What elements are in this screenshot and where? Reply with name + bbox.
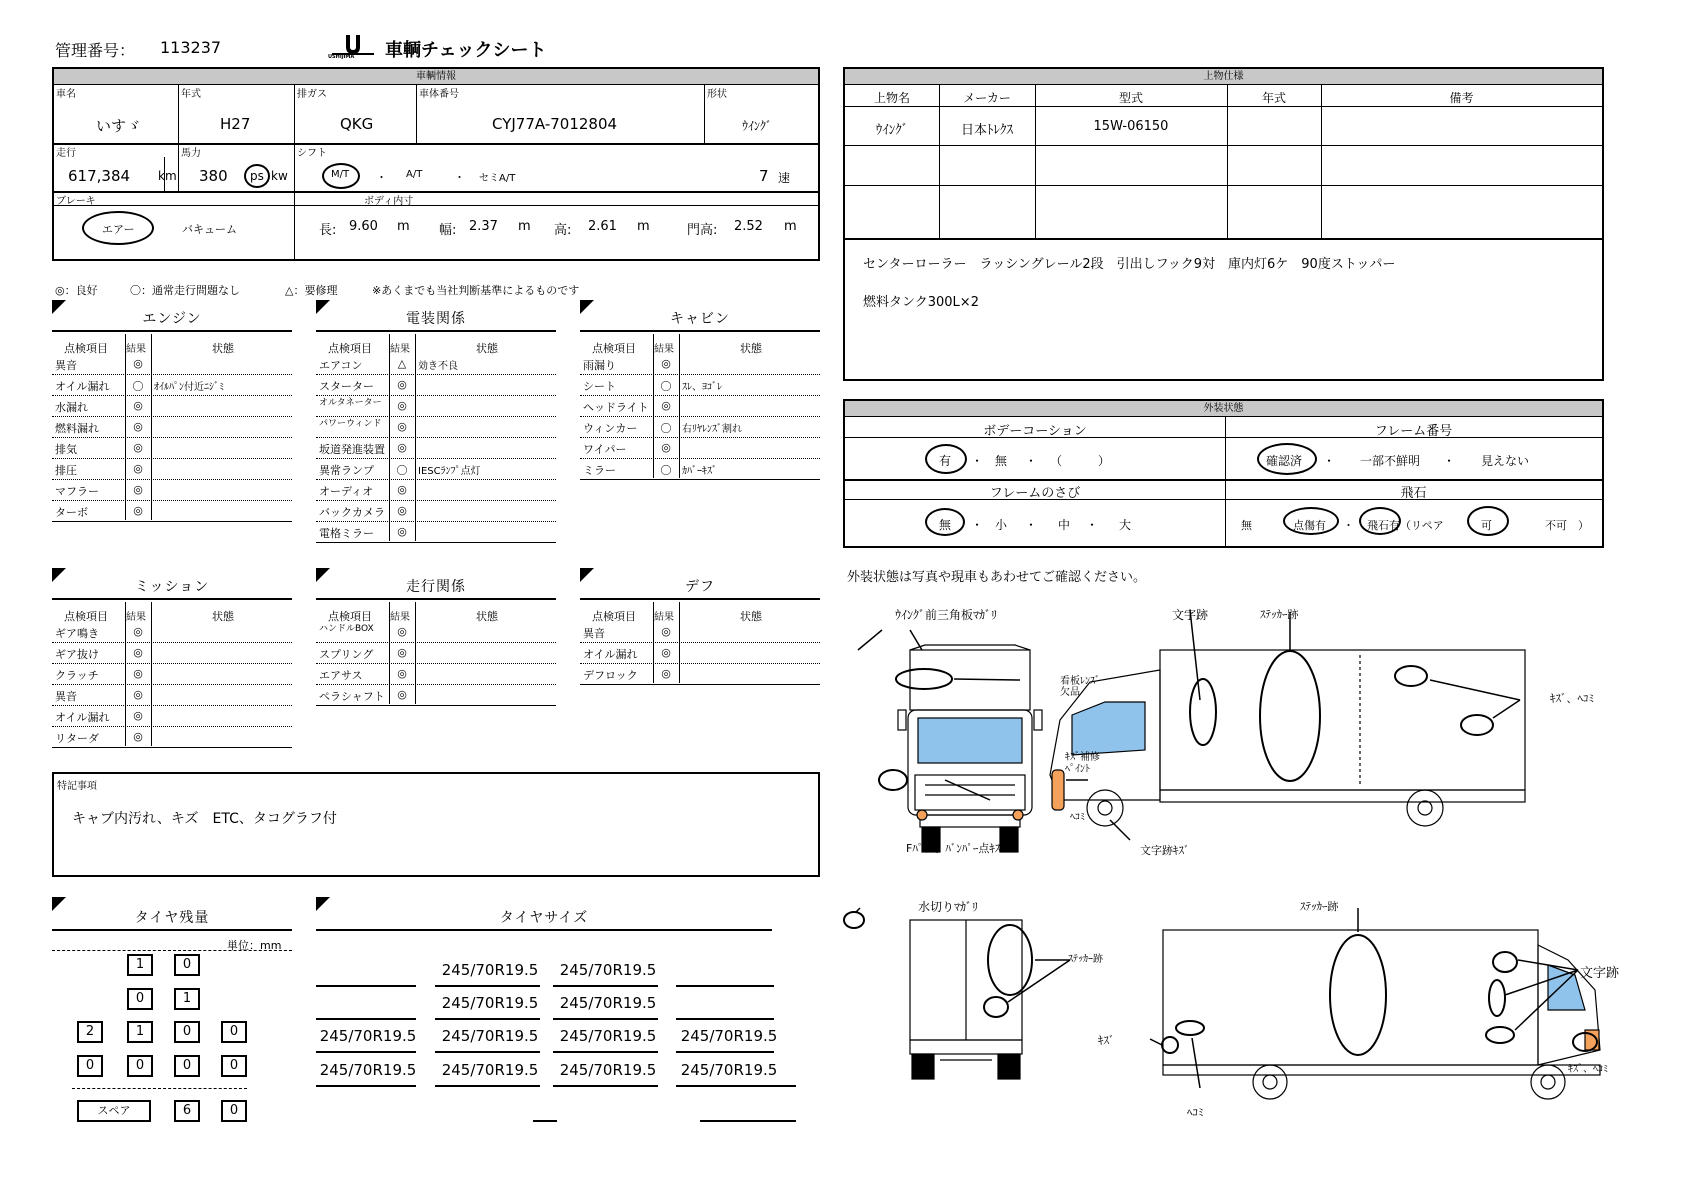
gear-unit: 速 (778, 171, 791, 185)
diagram-note: 外装状態は写真や現車もあわせてご確認ください。 (847, 570, 1147, 585)
spare-label: スペア (77, 1100, 151, 1122)
check-result: ◎ (133, 441, 143, 454)
check-section (316, 300, 556, 539)
truck-front-view (898, 645, 1042, 852)
sep-dot: ・ (1443, 454, 1456, 468)
brake-air: エアー (102, 223, 135, 236)
check-result: ◎ (133, 483, 143, 496)
frame-partial: 一部不鮮明 (1360, 454, 1421, 468)
check-section (316, 568, 556, 702)
col-state: 状態 (740, 610, 762, 623)
check-item-label: 坂道発進装置 (319, 443, 385, 456)
rust-label: フレームのさび (989, 486, 1081, 501)
sep-dot: ・ (1025, 518, 1038, 532)
unit-ps: ps (250, 169, 264, 183)
check-item-label: 排圧 (55, 464, 77, 477)
check-result: ◎ (133, 399, 143, 412)
check-result: ◎ (397, 667, 407, 680)
stone-repair-ok: 可 (1481, 519, 1492, 532)
vehicle-info-header: 車輌情報 (54, 69, 818, 85)
check-section (52, 568, 292, 744)
label-brake: ブレーキ (56, 196, 96, 207)
tire-box: 0 (221, 1055, 247, 1077)
exterior-header: 外装状態 (845, 401, 1602, 417)
length-label: 長: (319, 223, 337, 238)
note-dent-side: ﾍｺﾐ (1187, 1106, 1204, 1119)
col-result: 結果 (126, 612, 146, 623)
sep-dot: ・ (454, 171, 465, 184)
col-result: 結果 (654, 344, 674, 355)
check-result: ◎ (661, 646, 671, 659)
check-item-label: 異音 (583, 627, 605, 640)
note-drip-bent: 水切りﾏｶﾞﾘ (918, 900, 979, 914)
check-result: ◎ (397, 525, 407, 538)
upper-equipment-2: 燃料タンク300L×2 (863, 295, 979, 310)
tire-box: 0 (127, 1055, 153, 1077)
col-note: 備考 (1449, 91, 1474, 105)
col-result: 結果 (390, 612, 410, 623)
check-result: ◎ (661, 357, 671, 370)
label-gas: 排ガス (297, 89, 327, 100)
unit-m: m (784, 219, 797, 234)
check-item-label: ターボ (55, 506, 88, 519)
tire-size: 245/70R19.5 (319, 1061, 417, 1079)
check-item-label: ウィンカー (583, 422, 638, 435)
check-item-label: エアサス (319, 669, 363, 682)
truck-side-view-left (1163, 930, 1600, 1099)
remarks-box (52, 772, 820, 877)
check-section (580, 300, 820, 476)
note-sticker-trace-rear: ｽﾃｯｶｰ跡 (1068, 954, 1103, 965)
check-item-label: ギア抜け (55, 648, 99, 661)
check-result: △ (397, 357, 407, 370)
coat-no: 無 (995, 454, 1008, 468)
note-dent: ﾍｺﾐ (1070, 812, 1085, 823)
body-height: 2.61 (588, 219, 617, 234)
check-item-label: オルタネーター (319, 398, 382, 408)
tire-size: 245/70R19.5 (441, 1027, 539, 1045)
check-result: ◎ (397, 378, 407, 391)
label-shape: 形状 (707, 89, 727, 100)
check-item-label: ハンドルBOX (319, 624, 374, 634)
section-title: 電装関係 (406, 311, 466, 327)
note-sticker-trace: ｽﾃｯｶｰ跡 (1260, 608, 1299, 621)
check-state: ｶﾊﾞｰｷｽﾞ (682, 466, 717, 477)
legend-ok: 〇：通常走行問題なし (130, 284, 240, 297)
section-title: キャビン (670, 311, 730, 327)
check-item-label: ミラー (583, 464, 616, 477)
coat-detail: （ ） (1050, 454, 1111, 468)
legend-repair: △：要修理 (285, 284, 338, 297)
check-result: 〇 (132, 380, 144, 393)
check-result: ◎ (133, 420, 143, 433)
car-name: いすゞ (96, 117, 142, 135)
col-result: 結果 (126, 344, 146, 355)
check-result: ◎ (133, 625, 143, 638)
shift-semi-at: セミA/T (479, 173, 516, 184)
sep-dot: ・ (1323, 454, 1336, 468)
tire-box: 0 (174, 954, 200, 976)
check-result: 〇 (396, 464, 408, 477)
check-result: ◎ (661, 625, 671, 638)
truck-side-view (1050, 650, 1525, 826)
upper-item: ｳｲﾝｸﾞ (875, 123, 909, 138)
check-item-label: クラッチ (55, 669, 99, 682)
selected-ps-circle (244, 164, 270, 188)
upper-model: 15W-06150 (1093, 119, 1169, 134)
label-power: 馬力 (181, 148, 201, 159)
door-height: 2.52 (734, 219, 763, 234)
check-item-label: オーディオ (319, 485, 374, 498)
frame-not-visible: 見えない (1481, 454, 1530, 468)
selected-stone-chip-circle (1359, 507, 1401, 535)
note-f-panel: Fﾊﾟﾈﾙ、ﾊﾞﾝﾊﾟｰ点ｷｽﾞ (906, 842, 1006, 855)
rust-medium: 中 (1058, 518, 1071, 532)
note-scratch-dent-side: ｷｽﾞ、ﾍｺﾐ (1568, 1064, 1608, 1075)
unit-m: m (397, 219, 410, 234)
check-section (52, 300, 292, 518)
check-state: 右ﾘﾔﾚﾝｽﾞ割れ (682, 424, 742, 435)
tire-box: 0 (174, 1055, 200, 1077)
tire-box: 0 (174, 1021, 200, 1043)
note-repair-paint: ｷｽﾞ補修ﾍﾟｲﾝﾄ (1065, 752, 1100, 775)
col-item: 点検項目 (592, 342, 636, 355)
coat-label: ボデーコーション (983, 424, 1087, 439)
door-height-label: 門高: (687, 223, 718, 238)
vehicle-info-box (52, 67, 820, 261)
check-result: 〇 (660, 464, 672, 477)
check-item-label: デフロック (583, 669, 638, 682)
upper-body-box (843, 67, 1604, 381)
rust-small: 小 (995, 518, 1008, 532)
stone-none: 無 (1241, 519, 1252, 532)
legend-good: ◎：良好 (55, 284, 98, 297)
note-letter-trace-side: 文字跡 (1580, 966, 1620, 981)
label-car-name: 車名 (56, 89, 76, 100)
check-item-label: スプリング (319, 648, 374, 661)
exterior-box (843, 399, 1604, 548)
col-item: 点検項目 (328, 610, 372, 623)
check-item-label: 電格ミラー (319, 527, 374, 540)
upper-body-header: 上物仕様 (845, 69, 1602, 85)
check-item-label: ヘッドライト (583, 401, 649, 414)
sep-dot: ・ (971, 454, 984, 468)
mgmt-label: 管理番号： (55, 41, 136, 60)
col-maker: メーカー (963, 91, 1011, 105)
check-state: ｽﾚ、ﾖｺﾞﾚ (682, 382, 722, 393)
stone-chip: 飛石有（リペア (1367, 519, 1444, 532)
check-result: ◎ (397, 646, 407, 659)
tire-remain-title: タイヤ残量 (134, 910, 210, 926)
check-result: ◎ (133, 646, 143, 659)
note-sticker-trace-side: ｽﾃｯｶｰ跡 (1300, 900, 1339, 913)
check-item-label: 燃料漏れ (55, 422, 99, 435)
tire-box: 1 (127, 1021, 153, 1043)
car-shape: ｳｲﾝｸﾞ (742, 119, 773, 133)
car-gas: QKG (340, 115, 374, 133)
check-result: ◎ (661, 399, 671, 412)
sep-dot: ・ (1025, 454, 1038, 468)
check-item-label: 異音 (55, 690, 77, 703)
car-year: H27 (220, 115, 251, 133)
check-result: ◎ (397, 420, 407, 433)
tire-box: 0 (127, 988, 153, 1010)
sep-dot: ・ (1343, 519, 1354, 532)
selected-shift-circle (322, 163, 360, 189)
check-item-label: スターター (319, 380, 374, 393)
unit-m: m (637, 219, 650, 234)
section-title: エンジン (142, 311, 202, 327)
tire-unit: 単位：mm (227, 939, 282, 952)
tire-size: 245/70R19.5 (559, 1061, 657, 1079)
tire-size: 245/70R19.5 (441, 1061, 539, 1079)
col-item: 上物名 (873, 91, 910, 105)
company-logo (328, 33, 374, 60)
check-result: ◎ (397, 504, 407, 517)
label-mileage: 走行 (56, 148, 76, 159)
logo-text: USHIJIMA (328, 54, 355, 60)
check-result: ◎ (397, 441, 407, 454)
tire-box: 0 (77, 1055, 103, 1077)
check-item-label: マフラー (55, 485, 99, 498)
section-title: ミッション (134, 579, 210, 595)
check-item-label: 異音 (55, 359, 77, 372)
selected-repair-circle (1467, 506, 1509, 536)
check-state: ｵｲﾙﾊﾟﾝ付近ﾆｼﾞﾐ (154, 382, 224, 393)
shift-mt: M/T (331, 169, 350, 180)
col-state: 状態 (212, 342, 234, 355)
note-wing-plate: ｳｲﾝｸﾞ前三角板ﾏｶﾞﾘ (895, 608, 998, 622)
check-item-label: ギア鳴き (55, 627, 99, 640)
tire-size: 245/70R19.5 (559, 961, 657, 979)
tire-size: 245/70R19.5 (441, 994, 539, 1012)
check-section (580, 568, 820, 681)
check-item-label: 雨漏り (583, 359, 616, 372)
tire-size: 245/70R19.5 (441, 961, 539, 979)
stone-point-scratch: 点傷有 (1293, 519, 1326, 532)
col-result: 結果 (390, 344, 410, 355)
check-item-label: オイル漏れ (55, 380, 110, 393)
check-result: 〇 (660, 422, 672, 435)
tire-box: 1 (174, 988, 200, 1010)
body-length: 9.60 (349, 219, 378, 234)
check-item-label: 排気 (55, 443, 77, 456)
check-item-label: オイル漏れ (583, 648, 638, 661)
truck-diagrams (840, 590, 1620, 1150)
brake-vacuum: バキューム (182, 223, 237, 236)
check-result: ◎ (133, 688, 143, 701)
selected-rust-circle (925, 508, 965, 536)
check-result: ◎ (133, 730, 143, 743)
selected-stone-circle (1283, 507, 1339, 535)
body-number: CYJ77A-7012804 (492, 115, 618, 133)
note-letter-trace: 文字跡 (1172, 608, 1209, 622)
check-result: ◎ (397, 483, 407, 496)
mileage-unit: km (158, 169, 177, 183)
unit-kw: kw (271, 169, 288, 183)
rust-none: 無 (939, 518, 952, 532)
check-result: ◎ (133, 357, 143, 370)
section-title: デフ (685, 579, 715, 595)
check-result: 〇 (660, 380, 672, 393)
selected-brake-circle (82, 211, 154, 245)
tire-size-title: タイヤサイズ (499, 910, 589, 926)
label-year: 年式 (181, 89, 201, 100)
note-sign-lens: 看板ﾚﾝｽﾞ欠品 (1060, 676, 1100, 698)
gear-count: 7 (759, 167, 769, 185)
check-state: 効き不良 (418, 361, 458, 372)
col-result: 結果 (654, 612, 674, 623)
legend-note: ※あくまでも当社判断基準によるものです (372, 284, 580, 297)
col-state: 状態 (476, 342, 498, 355)
check-result: ◎ (133, 504, 143, 517)
rust-large: 大 (1119, 518, 1132, 532)
upper-maker: 日本ﾄﾚｸｽ (960, 123, 1013, 138)
check-result: ◎ (397, 625, 407, 638)
col-state: 状態 (740, 342, 762, 355)
frame-confirmed: 確認済 (1266, 454, 1303, 468)
col-item: 点検項目 (328, 342, 372, 355)
tire-box: 0 (221, 1100, 247, 1122)
sep-dot: ・ (1086, 518, 1099, 532)
upper-equipment-1: センターローラー ラッシングレール2段 引出しフック9対 庫内灯6ケ 90度ストッパー (863, 257, 1396, 272)
shift-at: A/T (406, 169, 423, 180)
check-item-label: 異常ランプ (319, 464, 374, 477)
note-letter-scratch: 文字跡ｷｽﾞ (1140, 844, 1190, 857)
check-result: ◎ (661, 441, 671, 454)
col-item: 点検項目 (64, 342, 108, 355)
check-item-label: バックカメラ (319, 506, 385, 519)
col-year: 年式 (1261, 91, 1286, 105)
check-result: ◎ (133, 667, 143, 680)
coat-yes: 有 (939, 454, 952, 468)
check-item-label: オイル漏れ (55, 711, 110, 724)
stone-label: 飛石 (1400, 486, 1427, 501)
note-scratch-dent: ｷｽﾞ、ﾍｺﾐ (1550, 692, 1594, 705)
note-scratch: ｷｽﾞ (1098, 1034, 1115, 1047)
check-item-label: 水漏れ (55, 401, 88, 414)
label-body-no: 車体番号 (419, 89, 459, 100)
check-result: ◎ (397, 688, 407, 701)
check-result: ◎ (133, 709, 143, 722)
check-item-label: ペラシャフト (319, 690, 385, 703)
col-item: 点検項目 (592, 610, 636, 623)
height-label: 高: (554, 223, 572, 238)
tire-size: 245/70R19.5 (680, 1027, 778, 1045)
check-item-label: パワーウィンド (319, 419, 382, 429)
body-width: 2.37 (469, 219, 498, 234)
label-shift: シフト (297, 148, 327, 159)
col-state: 状態 (212, 610, 234, 623)
col-state: 状態 (476, 610, 498, 623)
check-item-label: エアコン (319, 359, 363, 372)
tire-box: 0 (221, 1021, 247, 1043)
check-result: ◎ (661, 667, 671, 680)
unit-m: m (518, 219, 531, 234)
check-item-label: ワイパー (583, 443, 627, 456)
tire-size: 245/70R19.5 (319, 1027, 417, 1045)
mileage: 617,384 (68, 167, 131, 185)
tire-size: 245/70R19.5 (559, 994, 657, 1012)
check-state: IESCﾗﾝﾌﾟ点灯 (418, 466, 481, 477)
stone-repair-ng: 不可 ） (1545, 519, 1589, 532)
mgmt-number: 113237 (160, 38, 222, 57)
col-item: 点検項目 (64, 610, 108, 623)
selected-coat-circle (925, 444, 967, 474)
tire-size: 245/70R19.5 (680, 1061, 778, 1079)
frame-no-label: フレーム番号 (1374, 424, 1453, 439)
sep-dot: ・ (971, 518, 984, 532)
check-item-label: シート (583, 380, 616, 393)
tire-size: 245/70R19.5 (559, 1027, 657, 1045)
remarks-text: キャブ内汚れ、キズ ETC、タコグラフ付 (72, 811, 337, 827)
page-title: 車輌チェックシート (385, 40, 547, 61)
sep-dot: ・ (376, 171, 387, 184)
tire-box: 1 (127, 954, 153, 976)
horsepower: 380 (199, 167, 228, 185)
check-item-label: リターダ (55, 732, 99, 745)
tire-box: 2 (77, 1021, 103, 1043)
remarks-label: 特記事項 (57, 781, 97, 792)
check-result: ◎ (397, 399, 407, 412)
label-body-inner: ボディ内寸 (364, 196, 414, 207)
width-label: 幅: (439, 223, 457, 238)
tire-box: 6 (174, 1100, 200, 1122)
col-model: 型式 (1118, 91, 1143, 105)
check-result: ◎ (133, 462, 143, 475)
section-title: 走行関係 (406, 579, 466, 595)
selected-frame-circle (1257, 443, 1317, 475)
